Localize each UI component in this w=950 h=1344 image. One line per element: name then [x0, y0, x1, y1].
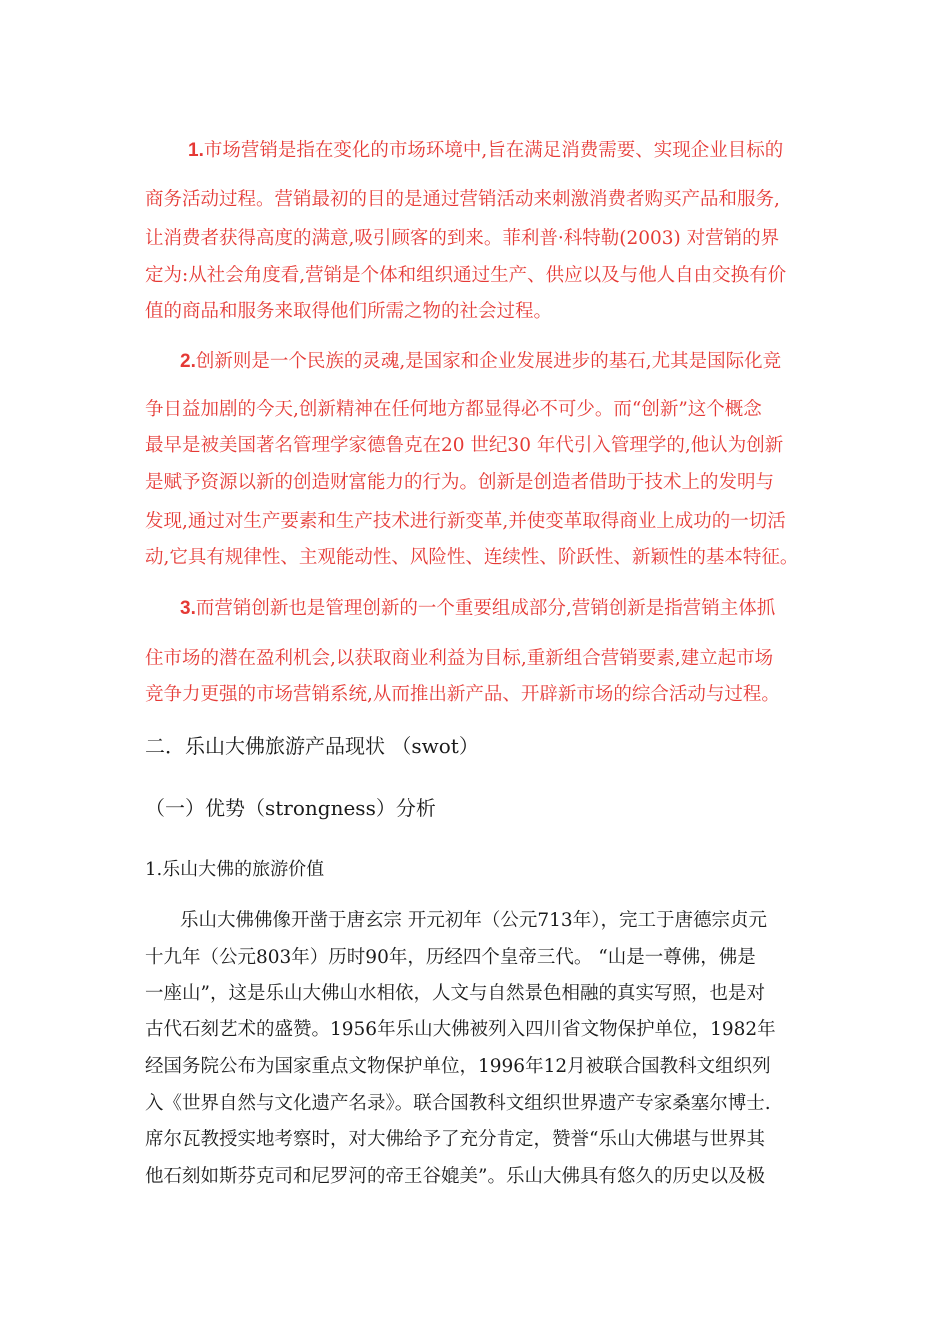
- para1-line4: 定为:从社会角度看,营销是个体和组织通过生产、供应以及与他人自由交换有价: [145, 265, 787, 286]
- para2-line5: 发现,通过对生产要素和生产技术进行新变革,并使变革取得商业上成功的一切活: [145, 511, 786, 532]
- para2-line2: 争日益加剧的今天,创新精神在任何地方都显得必不可少。而“创新”这个概念: [145, 399, 762, 420]
- body-line2: 十九年（公元803年）历时90年，历经四个皇帝三代。 “山是一尊佛，佛是: [145, 947, 756, 968]
- para3-number: 3.: [180, 598, 196, 619]
- body-line3: 一座山”，这是乐山大佛山水相依，人文与自然景色相融的真实写照，也是对: [145, 983, 765, 1004]
- para1-line1: 1.市场营销是指在变化的市场环境中,旨在满足消费需要、实现企业目标的: [188, 140, 784, 161]
- subsection-heading-value: 1.乐山大佛的旅游价值: [145, 859, 325, 880]
- section-heading-2: 二．乐山大佛旅游产品现状 （swot）: [145, 734, 479, 758]
- body-line4: 古代石刻艺术的盛赞。1956年乐山大佛被列入四川省文物保护单位，1982年: [145, 1019, 776, 1040]
- para3-line3: 竞争力更强的市场营销系统,从而推出新产品、开辟新市场的综合活动与过程。: [145, 684, 780, 705]
- para2-line4: 是赋予资源以新的创造财富能力的行为。创新是创造者借助于技术上的发明与: [145, 472, 775, 493]
- section-heading-strengths: （一）优势（strongness）分析: [145, 796, 436, 820]
- para3-line1: 3.而营销创新也是管理创新的一个重要组成部分,营销创新是指营销主体抓: [180, 598, 776, 619]
- para2-line6: 动,它具有规律性、主观能动性、风险性、连续性、阶跃性、新颖性的基本特征。: [145, 547, 799, 568]
- body-line6: 入《世界自然与文化遗产名录》。联合国教科文组织世界遗产专家桑塞尔博士.: [145, 1093, 771, 1114]
- para2-line1: 2.创新则是一个民族的灵魂,是国家和企业发展进步的基石,尤其是国际化竞: [180, 351, 782, 372]
- para1-line5: 值的商品和服务来取得他们所需之物的社会过程。: [145, 301, 553, 322]
- body-line7: 席尔瓦教授实地考察时，对大佛给予了充分肯定，赞誉“乐山大佛堪与世界其: [145, 1129, 765, 1150]
- body-line8: 他石刻如斯芬克司和尼罗河的帝王谷媲美”。乐山大佛具有悠久的历史以及极: [145, 1166, 765, 1187]
- para1-line2: 商务活动过程。营销最初的目的是通过营销活动来刺激消费者购买产品和服务,: [145, 189, 780, 210]
- para3-line2: 住市场的潜在盈利机会,以获取商业利益为目标,重新组合营销要素,建立起市场: [145, 648, 774, 669]
- body-line1: 乐山大佛佛像开凿于唐玄宗 开元初年（公元713年），完工于唐德宗贞元: [180, 910, 767, 931]
- para2-line3: 最早是被美国著名管理学家德鲁克在20 世纪30 年代引入管理学的,他认为创新: [145, 435, 784, 456]
- para2-number: 2.: [180, 351, 196, 372]
- body-line5: 经国务院公布为国家重点文物保护单位，1996年12月被联合国教科文组织列: [145, 1056, 771, 1077]
- para1-number: 1.: [188, 140, 204, 161]
- para1-line3: 让消费者获得高度的满意,吸引顾客的到来。菲利普·科特勒(2003) 对营销的界: [145, 228, 780, 249]
